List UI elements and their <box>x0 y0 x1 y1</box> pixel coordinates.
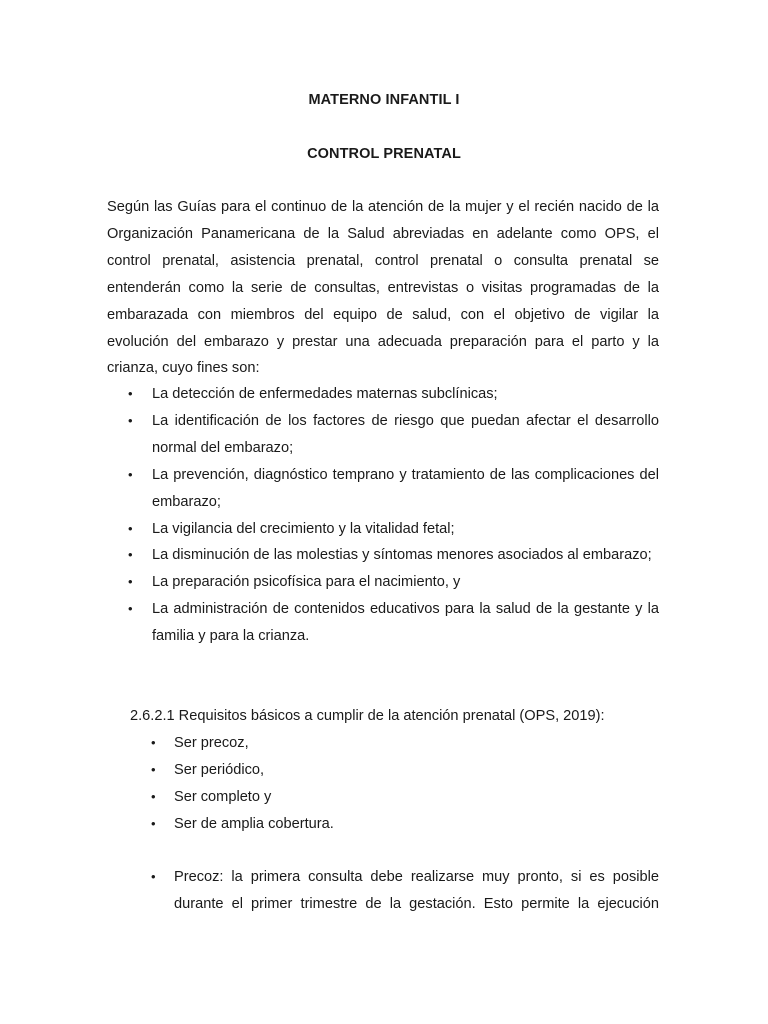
intro-paragraph: Según las Guías para el continuo de la atención de la mujer y el recién nacido de la Organización Panamericana de la Salud abreviadas en adelante como OPS, el control prenatal, asistencia prenatal, control prenatal o consulta prenatal se entenderán como la serie de consultas, entrevistas o visitas programadas de la embarazada con miembros del equipo de salud, con el objetivo de vigilar la evolución del embarazo y prestar una adecuada preparación para el parto y la crianza, cuyo fines son: <box>107 199 659 377</box>
document-title: MATERNO INFANTIL I <box>308 92 460 108</box>
list-item: • La prevención, diagnóstico temprano y tratamiento de las complicaciones del embarazo; <box>107 462 659 516</box>
list-item: • La identificación de los factores de riesgo que puedan afectar el desarrollo normal del embarazo; <box>107 408 659 462</box>
list-item: • Ser periódico, <box>150 757 659 784</box>
requirements-list <box>150 730 659 838</box>
list-item: • Ser de amplia cobertura. <box>150 811 659 838</box>
list-item: • La detección de enfermedades maternas subclínicas; <box>107 381 659 408</box>
list-item: • La administración de contenidos educativos para la salud de la gestante y la familia y para la crianza. <box>107 596 659 650</box>
list-item: • La vigilancia del crecimiento y la vitalidad fetal; <box>107 516 659 543</box>
list-item: • La disminución de las molestias y síntomas menores asociados al embarazo; <box>107 542 659 569</box>
list-item: • Precoz: la primera consulta debe realizarse muy pronto, si es posible durante el primer trimestre de la gestación. Esto permite la ejecución <box>150 864 659 918</box>
list-item: • Ser completo y <box>150 784 659 811</box>
list-item: • La preparación psicofísica para el nacimiento, y <box>107 569 659 596</box>
document-subtitle: CONTROL PRENATAL <box>307 146 461 162</box>
aims-list <box>107 381 659 650</box>
list-item: • Ser precoz, <box>150 730 659 757</box>
details-list <box>150 864 659 918</box>
requirements-heading: 2.6.2.1 Requisitos básicos a cumplir de la atención prenatal (OPS, 2019): <box>130 708 605 724</box>
